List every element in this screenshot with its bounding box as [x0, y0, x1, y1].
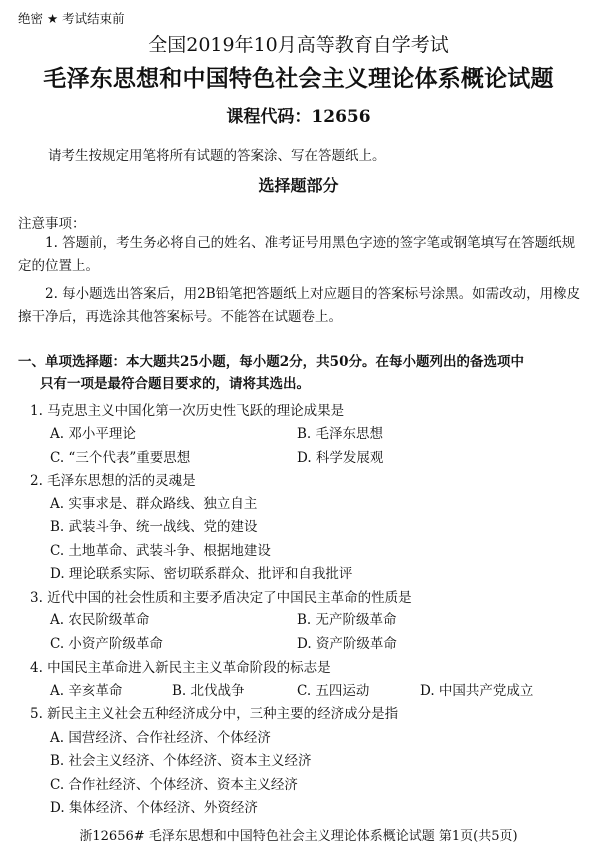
question-4-option-a: A. 辛亥革命	[50, 683, 123, 699]
exam-title: 全国2019年10月高等教育自学考试	[148, 34, 449, 56]
question-5-option-d: D. 集体经济、个体经济、外资经济	[50, 800, 258, 816]
question-2-stem: 2. 毛泽东思想的活的灵魂是	[30, 473, 196, 489]
question-5-option-c: C. 合作社经济、个体经济、资本主义经济	[50, 777, 298, 793]
question-1-option-d: D. 科学发展观	[297, 450, 384, 466]
answer-instruction: 请考生按规定用笔将所有试题的答案涂、写在答题纸上。	[48, 148, 386, 164]
question-3-option-b: B. 无产阶级革命	[297, 612, 397, 628]
question-3-option-c: C. 小资产阶级革命	[50, 636, 163, 652]
question-5-option-b: B. 社会主义经济、个体经济、资本主义经济	[50, 753, 312, 769]
part-one-heading	[18, 351, 578, 395]
subject-title: 毛泽东思想和中国特色社会主义理论体系概论试题	[43, 65, 554, 92]
question-2-option-d: D. 理论联系实际、密切联系群众、批评和自我批评	[50, 566, 353, 582]
section-title: 选择题部分	[258, 176, 339, 195]
question-1-option-c: C. “三个代表”重要思想	[50, 450, 191, 466]
question-1-stem: 1. 马克思主义中国化第一次历史性飞跃的理论成果是	[30, 403, 345, 419]
question-3-option-a: A. 农民阶级革命	[50, 612, 150, 628]
question-1-option-b: B. 毛泽东思想	[297, 426, 384, 442]
part-one-line-1: 一、单项选择题：本大题共25小题，每小题2分，共50分。在每小题列出的备选项中	[18, 354, 524, 370]
part-one-line-2: 只有一项是最符合题目要求的，请将其选出。	[40, 376, 310, 392]
note-item-2: 2. 每小题选出答案后，用2B铅笔把答题纸上对应题目的答案标号涂黑。如需改动，用橡皮擦干净后，再选涂其他答案标号。不能答在试题卷上。	[18, 286, 581, 325]
question-5-stem: 5. 新民主主义社会五种经济成分中，三种主要的经济成分是指	[30, 706, 399, 722]
secret-mark: 绝密 ★ 考试结束前	[18, 11, 125, 26]
question-3-option-d: D. 资产阶级革命	[297, 636, 397, 652]
question-3-stem: 3. 近代中国的社会性质和主要矛盾决定了中国民主革命的性质是	[30, 590, 412, 606]
notes-heading: 注意事项：	[18, 216, 86, 232]
page-footer: 浙12656# 毛泽东思想和中国特色社会主义理论体系概论试题 第1页(共5页)	[79, 829, 518, 844]
question-4-option-c: C. 五四运动	[297, 683, 370, 699]
course-code: 课程代码：12656	[226, 107, 371, 127]
question-2-option-b: B. 武装斗争、统一战线、党的建设	[50, 519, 258, 535]
question-2-option-c: C. 土地革命、武装斗争、根据地建设	[50, 543, 271, 559]
note-item-1: 1. 答题前，考生务必将自己的姓名、准考证号用黑色字迹的签字笔或钢笔填写在答题纸规定的位置上。	[18, 235, 576, 274]
question-1-option-a: A. 邓小平理论	[50, 426, 136, 442]
question-4-stem: 4. 中国民主革命进入新民主主义革命阶段的标志是	[30, 660, 331, 676]
question-4-option-d: D. 中国共产党成立	[420, 683, 534, 699]
question-4-option-b: B. 北伐战争	[172, 683, 245, 699]
question-5-option-a: A. 国营经济、合作社经济、个体经济	[50, 730, 271, 746]
question-2-option-a: A. 实事求是、群众路线、独立自主	[50, 496, 258, 512]
